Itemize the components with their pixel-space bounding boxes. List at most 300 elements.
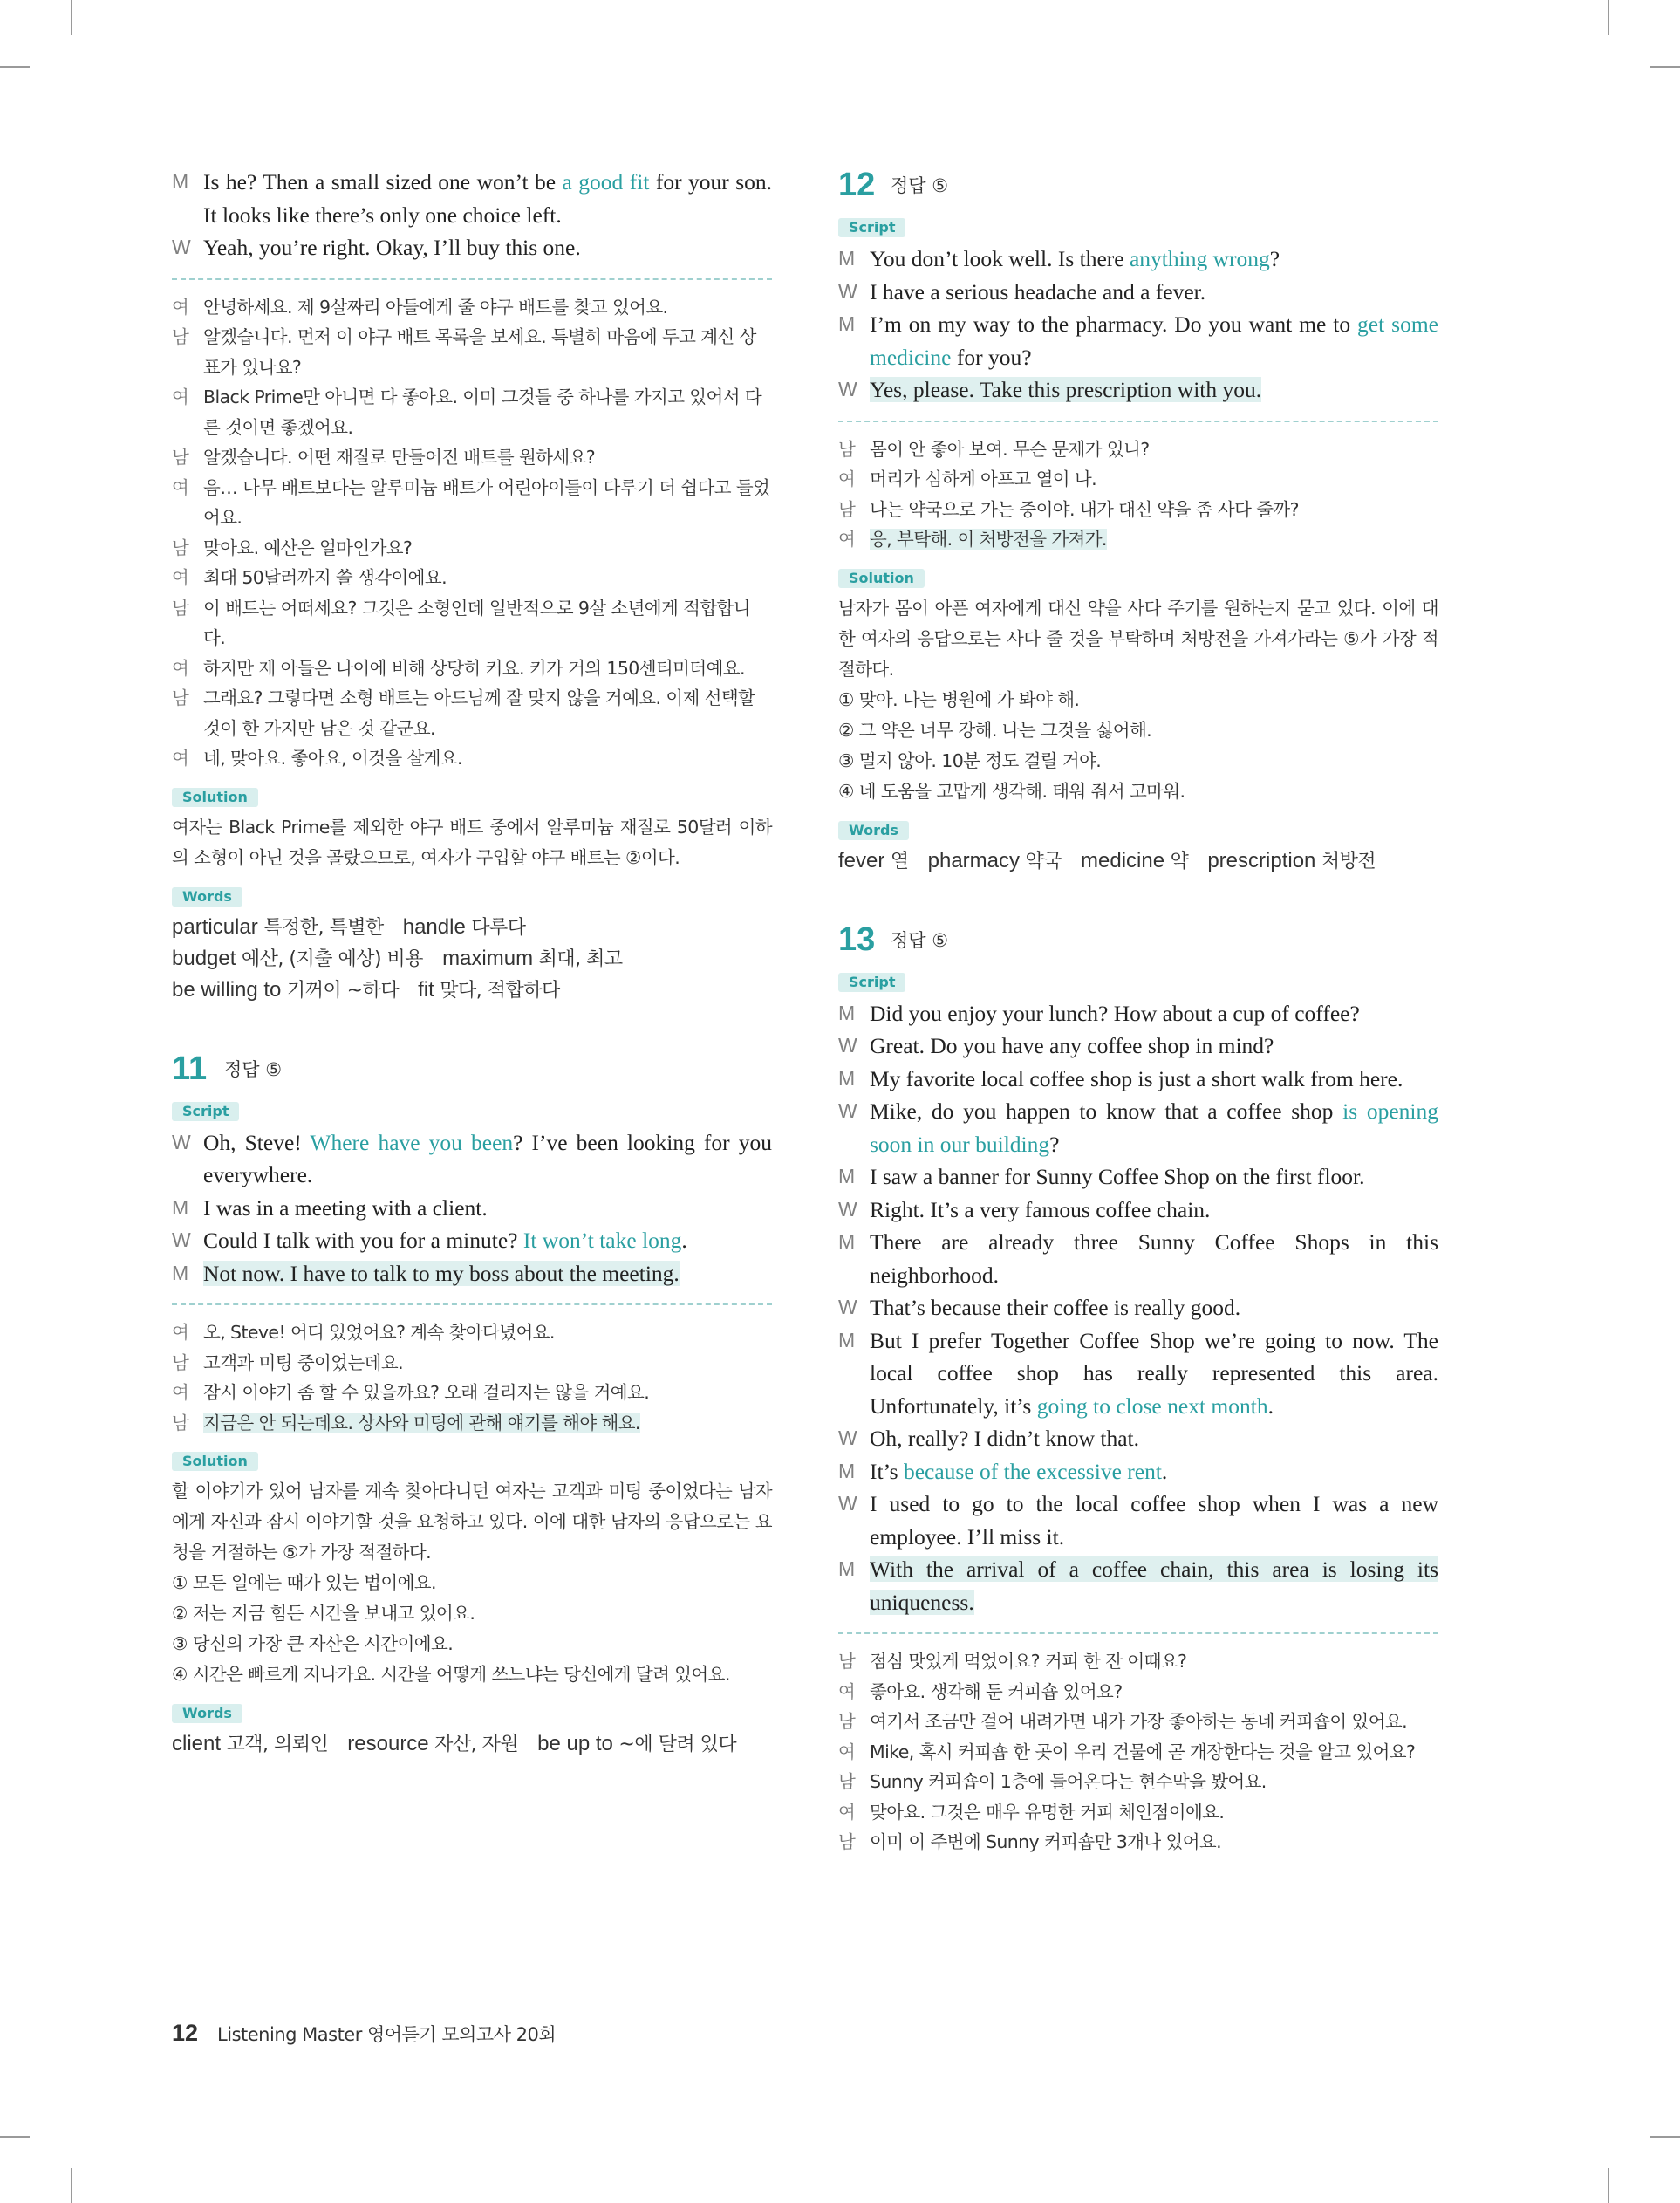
- translation-segment: 오, Steve! 어디 있었어요? 계속 찾아다녔어요.: [203, 1322, 555, 1343]
- translation-line: [838, 495, 1438, 525]
- speaker-label: M: [838, 1557, 856, 1580]
- answer-highlight: 지금은 안 되는데요. 상사와 미팅에 관해 얘기를 해야 해요.: [203, 1412, 640, 1433]
- dialogue-text: [870, 1324, 1438, 1423]
- dialogue-text: [870, 1194, 1438, 1227]
- key-phrase: because of the excessive rent: [903, 1458, 1162, 1484]
- speaker-label: 남: [838, 498, 856, 520]
- speaker-label: M: [838, 1165, 856, 1187]
- word-meaning: 기꺼이 ~하다: [286, 979, 400, 1002]
- script-badge: Script: [838, 218, 905, 237]
- translation-segment: 좋아요. 생각해 둔 커피숍 있어요?: [870, 1680, 1123, 1702]
- word-term: medicine: [1081, 848, 1165, 872]
- key-phrase: get some medicine: [870, 311, 1438, 370]
- translation-line: [838, 1707, 1438, 1737]
- translation-text: [203, 473, 772, 533]
- q11-solution-text: 할 이야기가 있어 남자를 계속 찾아다니던 여자는 고객과 미팅 중이었다는 남자에게 자신과 잠시 이야기할 것을 요청하고 있다. 이에 대한 남자의 응답으로는 요청을 거절하는 ⑤가 가장 적절하다.: [172, 1481, 772, 1563]
- dialogue-segment: Mike, do you happen to know that a coffee shop: [870, 1098, 1343, 1124]
- speaker-label: 남: [838, 1831, 856, 1852]
- translation-line: [172, 653, 772, 684]
- speaker-label: 남: [172, 688, 189, 708]
- dialogue-text: [870, 1030, 1438, 1063]
- dialogue-line: [838, 1488, 1438, 1553]
- dialogue-line: [838, 1291, 1438, 1324]
- crop-mark: [1650, 2136, 1680, 2138]
- translation-segment: 하지만 제 아들은 나이에 비해 상당히 커요. 키가 거의 150센티미터예요.: [203, 657, 745, 679]
- option-line: ② 그 약은 너무 강해. 나는 그것을 싫어해.: [838, 719, 1152, 741]
- words-badge: Words: [172, 1704, 242, 1723]
- dialogue-line: [838, 1030, 1438, 1063]
- q11-words: [172, 1728, 772, 1760]
- dialogue-text: [870, 308, 1438, 373]
- translation-segment: 몸이 안 좋아 보여. 무슨 문제가 있니?: [870, 438, 1150, 460]
- answer-label: 정답 ⑤: [891, 929, 949, 951]
- left-column: [172, 166, 772, 1760]
- dialogue-text: [870, 1422, 1438, 1455]
- words-row: [172, 1728, 772, 1760]
- translation-text: [203, 533, 772, 564]
- dialogue-text: [870, 276, 1438, 309]
- speaker-label: 여: [838, 469, 856, 489]
- speaker-label: W: [838, 1296, 857, 1318]
- dialogue-segment: ?: [1049, 1131, 1060, 1157]
- translation-text: [203, 1408, 772, 1439]
- translation-segment: 고객과 미팅 중이었는데요.: [203, 1351, 403, 1373]
- option-line: ① 모든 일에는 때가 있는 법이에요.: [172, 1572, 436, 1593]
- translation-text: [870, 1797, 1438, 1828]
- word-meaning: 최대, 최고: [538, 948, 623, 970]
- dialogue-segment: ? I’ve been looking for you everywhere.: [203, 1129, 772, 1187]
- dashed-divider: [838, 1632, 1438, 1634]
- dialogue-text: [203, 1192, 772, 1225]
- speaker-label: 여: [172, 387, 189, 407]
- dialogue-segment: I was in a meeting with a client.: [203, 1194, 488, 1221]
- translation-segment: 네, 맞아요. 좋아요, 이것을 살게요.: [203, 748, 462, 769]
- word-meaning: 맞다, 적합하다: [440, 979, 560, 1002]
- translation-line: [172, 1348, 772, 1379]
- q11-translation: [172, 1317, 772, 1438]
- translation-text: [870, 1827, 1438, 1857]
- translation-line: [172, 442, 772, 473]
- word-term: pharmacy: [927, 848, 1020, 872]
- word-meaning: 다루다: [471, 916, 526, 939]
- word-meaning: 약: [1170, 850, 1189, 872]
- speaker-label: 여: [172, 567, 189, 588]
- dialogue-text: [870, 1095, 1438, 1160]
- book-title: Listening Master 영어듣기 모의고사 20회: [217, 2024, 557, 2045]
- word-term: fit: [418, 977, 434, 1002]
- option-line: ③ 당신의 가장 큰 자산은 시간이에요.: [172, 1633, 454, 1654]
- speaker-label: 여: [838, 1801, 856, 1823]
- dialogue-text: [870, 1063, 1438, 1096]
- translation-line: [172, 1317, 772, 1348]
- translation-text: [870, 434, 1438, 465]
- key-phrase: anything wrong: [1129, 246, 1270, 271]
- dialogue-segment: My favorite local coffee shop is just a short walk from here.: [870, 1065, 1403, 1091]
- word-meaning: 특정한, 특별한: [263, 916, 384, 939]
- right-column: [838, 166, 1438, 1857]
- translation-text: [203, 322, 772, 382]
- speaker-label: 여: [172, 1322, 189, 1343]
- speaker-label: W: [838, 1197, 857, 1221]
- dialogue-text: [870, 1488, 1438, 1553]
- translation-segment: 알겠습니다. 먼저 이 야구 배트 목록을 보세요. 특별히 마음에 두고 계신 상표가 있나요?: [203, 326, 756, 378]
- dialogue-text: [203, 166, 772, 231]
- dialogue-text: [870, 243, 1438, 276]
- dialogue-segment: Oh, really? I didn’t know that.: [870, 1426, 1140, 1451]
- dialogue-line: [838, 276, 1438, 309]
- speaker-label: 남: [172, 537, 189, 558]
- word-term: budget: [172, 946, 236, 970]
- translation-segment: 잠시 이야기 좀 할 수 있을까요? 오래 걸리지는 않을 거예요.: [203, 1382, 650, 1403]
- answer-highlight: With the arrival of a coffee chain, this area is losing its uniqueness.: [870, 1556, 1438, 1615]
- word-term: fever: [838, 848, 885, 872]
- dialogue-line: [838, 1063, 1438, 1096]
- speaker-label: W: [172, 236, 191, 258]
- q11-dialogue: [172, 1126, 772, 1290]
- key-phrase: is opening soon in our building: [870, 1098, 1438, 1157]
- speaker-label: W: [838, 279, 857, 303]
- dialogue-text: [870, 1553, 1438, 1618]
- dialogue-line: [838, 308, 1438, 373]
- q12-words: [838, 845, 1438, 877]
- word-term: prescription: [1207, 848, 1316, 872]
- dialogue-segment: .: [1161, 1458, 1168, 1484]
- dialogue-line: [172, 1257, 772, 1290]
- dialogue-segment: ?: [1269, 246, 1280, 271]
- speaker-label: 여: [172, 1382, 189, 1403]
- q13-translation: [838, 1646, 1438, 1857]
- q12-solution-text: 남자가 몸이 아픈 여자에게 대신 약을 사다 주기를 원하는지 묻고 있다. 이에 대한 여자의 응답으로는 사다 줄 것을 부탁하며 처방전을 가져가라는 ⑤가 가장 적절하다.: [838, 597, 1438, 680]
- speaker-label: 여: [172, 476, 189, 498]
- translation-segment: 맞아요. 예산은 얼마인가요?: [203, 537, 413, 558]
- speaker-label: W: [172, 1130, 191, 1153]
- dialogue-segment: I have a serious headache and a fever.: [870, 278, 1206, 304]
- translation-segment: Mike, 혹시 커피숍 한 곳이 우리 건물에 곧 개장한다는 것을 알고 있어요?: [870, 1741, 1416, 1762]
- translation-text: [203, 653, 772, 684]
- dialogue-line: [838, 1095, 1438, 1160]
- translation-segment: Black Prime만 아니면 다 좋아요. 이미 그것들 중 하나를 가지고 있어서 다른 것이면 좋겠어요.: [203, 387, 762, 438]
- translation-text: [203, 382, 772, 442]
- word-term: handle: [402, 914, 466, 939]
- speaker-label: W: [838, 1426, 857, 1449]
- q12-dialogue: [838, 243, 1438, 407]
- q10-solution-text: 여자는 Black Prime를 제외한 야구 배트 중에서 알루미늄 재질로 50달러 이하의 소형이 아닌 것을 골랐으므로, 여자가 구입할 야구 배트는 ②이다.: [172, 816, 772, 868]
- option-line: ② 저는 지금 힘든 시간을 보내고 있어요.: [172, 1603, 475, 1624]
- page-footer: [172, 2020, 556, 2047]
- translation-text: [870, 1707, 1438, 1737]
- dialogue-segment: It’s: [870, 1458, 904, 1484]
- speaker-label: 여: [838, 529, 856, 550]
- speaker-label: 여: [838, 1741, 856, 1762]
- answer-highlight: Not now. I have to talk to my boss about the meeting.: [203, 1260, 680, 1286]
- dialogue-line: [172, 166, 772, 231]
- translation-segment: 여기서 조금만 걸어 내려가면 내가 가장 좋아하는 동네 커피숍이 있어요.: [870, 1711, 1408, 1732]
- translation-segment: 점심 맛있게 먹었어요? 커피 한 잔 어때요?: [870, 1651, 1187, 1672]
- option-line: ④ 네 도움을 고맙게 생각해. 태워 줘서 고마워.: [838, 780, 1185, 802]
- key-phrase: going to close next month: [1036, 1392, 1268, 1419]
- crop-mark: [0, 66, 30, 68]
- words-row: [172, 943, 772, 975]
- key-phrase: Where have you been: [310, 1129, 514, 1155]
- speaker-label: W: [838, 1492, 857, 1515]
- dialogue-text: [870, 1291, 1438, 1324]
- translation-line: [172, 382, 772, 442]
- speaker-label: 남: [172, 447, 189, 468]
- translation-line: [172, 473, 772, 533]
- dialogue-text: [870, 1160, 1438, 1194]
- dialogue-text: [870, 1226, 1438, 1291]
- dialogue-segment: for your son. It looks like there’s only one choice left.: [203, 169, 772, 228]
- speaker-label: M: [838, 312, 856, 335]
- translation-text: [870, 1677, 1438, 1707]
- dialogue-line: [172, 1126, 772, 1192]
- word-term: maximum: [442, 946, 534, 970]
- solution-badge: Solution: [838, 569, 925, 588]
- translation-line: [172, 1408, 772, 1439]
- word-term: be willing to: [172, 977, 282, 1002]
- word-meaning: 처방전: [1321, 850, 1376, 872]
- script-badge: Script: [172, 1102, 239, 1121]
- translation-segment: 맞아요. 그것은 매우 유명한 커피 체인점이에요.: [870, 1801, 1225, 1823]
- dialogue-segment: .: [1267, 1392, 1274, 1419]
- question-number: 13: [838, 920, 876, 958]
- translation-line: [838, 1646, 1438, 1677]
- dialogue-text: [870, 997, 1438, 1030]
- translation-line: [172, 1378, 772, 1408]
- dialogue-segment: for you?: [951, 344, 1032, 370]
- translation-line: [172, 743, 772, 774]
- translation-text: [203, 1317, 772, 1348]
- speaker-label: 남: [838, 1711, 856, 1732]
- translation-text: [203, 743, 772, 774]
- option-line: ④ 시간은 빠르게 지나가요. 시간을 어떻게 쓰느냐는 당신에게 달려 있어요.: [172, 1664, 730, 1685]
- word-meaning: 자산, 자원: [434, 1734, 519, 1755]
- speaker-label: M: [172, 170, 189, 193]
- speaker-label: M: [838, 1001, 856, 1024]
- speaker-label: W: [172, 1228, 191, 1251]
- translation-line: [172, 563, 772, 593]
- answer-highlight: 응, 부탁해. 이 처방전을 가져가.: [870, 529, 1107, 550]
- q12-header: [838, 166, 1438, 204]
- dialogue-segment: Right. It’s a very famous coffee chain.: [870, 1196, 1211, 1222]
- dialogue-segment: .: [681, 1228, 687, 1253]
- translation-line: [838, 1767, 1438, 1797]
- translation-text: [203, 563, 772, 593]
- crop-mark: [0, 2136, 30, 2138]
- dialogue-segment: But I prefer Together Coffee Shop we’re going to now. The local coffee shop has really represented this area. Unfortunately, it’s: [870, 1327, 1438, 1419]
- key-phrase: a good fit: [562, 169, 650, 195]
- translation-line: [838, 1737, 1438, 1768]
- translation-line: [172, 593, 772, 653]
- translation-line: [838, 1827, 1438, 1857]
- translation-text: [870, 524, 1438, 555]
- q13-header: [838, 920, 1438, 959]
- dashed-divider: [172, 1303, 772, 1305]
- speaker-label: M: [838, 1066, 856, 1090]
- translation-line: [838, 1797, 1438, 1828]
- word-meaning: 예산, (지출 예상) 비용: [241, 948, 424, 970]
- dialogue-line: [838, 1160, 1438, 1194]
- translation-line: [838, 434, 1438, 465]
- speaker-label: M: [172, 1195, 189, 1219]
- words-badge: Words: [172, 887, 242, 907]
- dialogue-line: [172, 1224, 772, 1257]
- word-term: resource: [347, 1732, 429, 1755]
- option-line: ③ 멀지 않아. 10분 정도 걸릴 거야.: [838, 749, 1102, 771]
- speaker-label: 남: [172, 1351, 189, 1373]
- speaker-label: 여: [172, 296, 189, 318]
- translation-text: [203, 1378, 772, 1408]
- translation-segment: 머리가 심하게 아프고 열이 나.: [870, 469, 1097, 489]
- word-meaning: 약국: [1025, 850, 1062, 872]
- translation-text: [870, 464, 1438, 495]
- translation-text: [203, 292, 772, 323]
- translation-text: [203, 1348, 772, 1379]
- key-phrase: It won’t take long: [522, 1228, 682, 1253]
- dialogue-line: [838, 997, 1438, 1030]
- dialogue-line: [838, 1226, 1438, 1291]
- dialogue-text: [203, 1257, 772, 1290]
- dialogue-segment: Oh, Steve!: [203, 1129, 311, 1155]
- solution-badge: Solution: [172, 788, 258, 807]
- script-badge: Script: [838, 973, 905, 992]
- speaker-label: 여: [172, 657, 189, 679]
- crop-mark: [1608, 2168, 1609, 2203]
- word-meaning: 고객, 의뢰인: [226, 1734, 329, 1755]
- translation-segment: 안녕하세요. 제 9살짜리 아들에게 줄 야구 배트를 찾고 있어요.: [203, 296, 668, 318]
- words-row: [838, 845, 1438, 877]
- translation-line: [172, 683, 772, 743]
- dialogue-segment: Did you enjoy your lunch? How about a cup of coffee?: [870, 1000, 1360, 1026]
- speaker-label: 여: [172, 748, 189, 769]
- translation-text: [203, 683, 772, 743]
- q11-options: [172, 1568, 772, 1690]
- page-number: 12: [172, 2020, 199, 2046]
- answer-label: 정답 ⑤: [224, 1058, 283, 1080]
- answer-label: 정답 ⑤: [891, 175, 949, 196]
- dialogue-line: [838, 1324, 1438, 1423]
- words-badge: Words: [838, 821, 909, 840]
- dialogue-line: [838, 373, 1438, 407]
- translation-segment: 최대 50달러까지 쓸 생각이에요.: [203, 567, 447, 588]
- solution-badge: Solution: [172, 1452, 258, 1471]
- translation-line: [172, 533, 772, 564]
- speaker-label: M: [838, 1459, 856, 1482]
- dialogue-line: [838, 243, 1438, 276]
- translation-line: [838, 524, 1438, 555]
- dashed-divider: [838, 421, 1438, 422]
- speaker-label: W: [838, 378, 857, 400]
- crop-mark: [1608, 0, 1609, 35]
- speaker-label: M: [838, 247, 856, 270]
- q10-translation: [172, 292, 772, 774]
- translation-text: [870, 1737, 1438, 1768]
- q10-continued-dialogue: [172, 166, 772, 264]
- q13-dialogue: [838, 997, 1438, 1619]
- word-term: particular: [172, 914, 258, 939]
- speaker-label: M: [172, 1261, 189, 1284]
- crop-mark: [71, 0, 72, 35]
- q10-words: [172, 912, 772, 1006]
- dialogue-segment: There are already three Sunny Coffee Shops in this neighborhood.: [870, 1229, 1438, 1288]
- translation-segment: 알겠습니다. 어떤 재질로 만들어진 배트를 원하세요?: [203, 447, 596, 468]
- translation-segment: 나는 약국으로 가는 중이야. 내가 대신 약을 좀 사다 줄까?: [870, 498, 1299, 520]
- translation-line: [838, 464, 1438, 495]
- translation-text: [870, 495, 1438, 525]
- question-number: 12: [838, 167, 876, 203]
- speaker-label: 남: [172, 326, 189, 347]
- answer-highlight: Yes, please. Take this prescription with you.: [870, 377, 1262, 402]
- dialogue-segment: I’m on my way to the pharmacy. Do you want me to: [870, 311, 1358, 337]
- speaker-label: M: [838, 1328, 856, 1351]
- translation-segment: 이 배트는 어떠세요? 그것은 소형인데 일반적으로 9살 소년에게 적합합니다.: [203, 597, 750, 648]
- word-term: be up to: [537, 1732, 613, 1755]
- q12-translation: [838, 434, 1438, 555]
- word-meaning: 열: [890, 850, 909, 872]
- dialogue-line: [838, 1455, 1438, 1488]
- crop-mark: [71, 2168, 72, 2203]
- translation-text: [203, 442, 772, 473]
- speaker-label: 남: [838, 1651, 856, 1672]
- option-line: ① 맞아. 나는 병원에 가 봐야 해.: [838, 688, 1080, 710]
- dialogue-line: [838, 1194, 1438, 1227]
- q11-header: [172, 1050, 772, 1088]
- dialogue-text: [870, 373, 1438, 407]
- dialogue-segment: Great. Do you have any coffee shop in mind?: [870, 1033, 1274, 1058]
- dialogue-segment: Yeah, you’re right. Okay, I’ll buy this one.: [203, 235, 581, 260]
- dashed-divider: [172, 278, 772, 280]
- speaker-label: M: [838, 1230, 856, 1253]
- crop-mark: [1650, 66, 1680, 68]
- speaker-label: 남: [172, 597, 189, 619]
- word-term: client: [172, 1732, 222, 1755]
- translation-line: [172, 322, 772, 382]
- translation-segment: 그래요? 그렇다면 소형 배트는 아드님께 잘 맞지 않을 거예요. 이제 선택할 것이 한 가지만 남은 것 같군요.: [203, 688, 755, 739]
- speaker-label: W: [838, 1034, 857, 1057]
- dialogue-text: [870, 1455, 1438, 1488]
- dialogue-segment: I used to go to the local coffee shop when I was a new employee. I’ll miss it.: [870, 1491, 1438, 1550]
- dialogue-line: [172, 231, 772, 264]
- words-row: [172, 975, 772, 1006]
- dialogue-segment: Is he? Then a small sized one won’t be: [203, 169, 563, 195]
- translation-text: [870, 1767, 1438, 1797]
- dialogue-segment: I saw a banner for Sunny Coffee Shop on the first floor.: [870, 1164, 1365, 1189]
- speaker-label: W: [838, 1099, 857, 1122]
- dialogue-line: [838, 1422, 1438, 1455]
- translation-text: [203, 593, 772, 653]
- dialogue-segment: Could I talk with you for a minute?: [203, 1228, 523, 1253]
- dialogue-line: [172, 1192, 772, 1225]
- translation-segment: 이미 이 주변에 Sunny 커피숍만 3개나 있어요.: [870, 1831, 1222, 1852]
- dialogue-text: [203, 1224, 772, 1257]
- translation-line: [838, 1677, 1438, 1707]
- translation-segment: Sunny 커피숍이 1층에 들어온다는 현수막을 봤어요.: [870, 1771, 1267, 1792]
- question-number: 11: [172, 1050, 208, 1087]
- speaker-label: 남: [172, 1412, 189, 1433]
- dialogue-text: [203, 231, 772, 264]
- dialogue-line: [838, 1553, 1438, 1618]
- speaker-label: 여: [838, 1680, 856, 1702]
- dialogue-text: [203, 1126, 772, 1192]
- word-meaning: ~에 달려 있다: [618, 1734, 737, 1755]
- dialogue-segment: That’s because their coffee is really good.: [870, 1295, 1241, 1320]
- words-row: [172, 912, 772, 943]
- dialogue-segment: You don’t look well. Is there: [870, 246, 1130, 271]
- translation-segment: 음… 나무 배트보다는 알루미늄 배트가 어린아이들이 다루기 더 쉽다고 들었어요.: [203, 476, 770, 528]
- q12-options: [838, 685, 1438, 807]
- speaker-label: 남: [838, 1771, 856, 1792]
- translation-line: [172, 292, 772, 323]
